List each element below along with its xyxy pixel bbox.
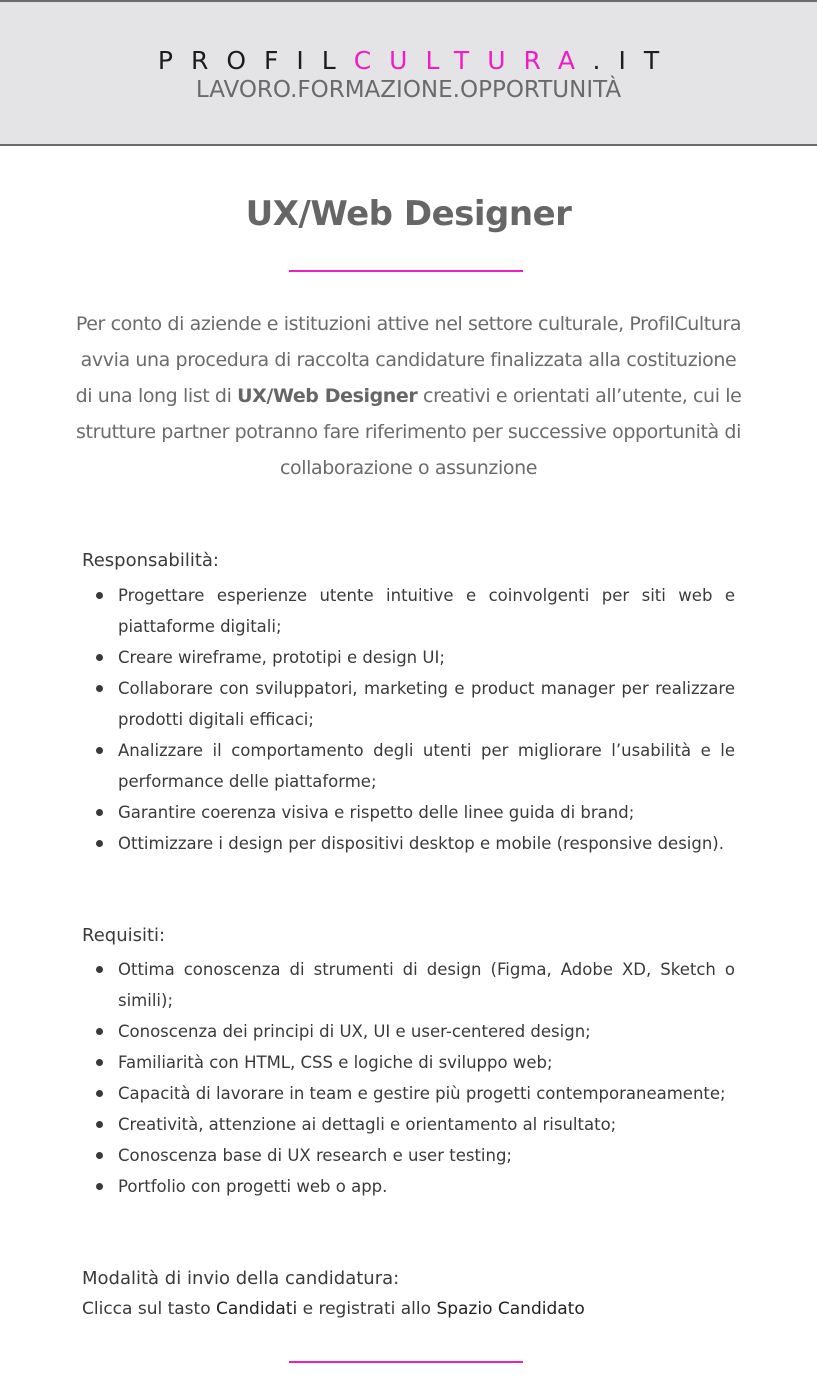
- intro-text-before: Per conto di aziende e istituzioni attive nel settore culturale, ProfilCultura avvia una procedura di raccolta candidature finalizzata alla costituzione di una long list di: [75, 313, 742, 407]
- list-item: Ottima conoscenza di strumenti di design (Figma, Adobe XD, Sketch o simili);: [82, 954, 735, 1016]
- intro-job-title: UX/Web Designer: [237, 385, 418, 407]
- list-item: Conoscenza dei principi di UX, UI e user-centered design;: [82, 1016, 735, 1047]
- site-tagline: LAVORO.FORMAZIONE.OPPORTUNITÀ: [195, 77, 622, 103]
- spazio-candidato-label: Spazio Candidato: [436, 1299, 585, 1319]
- footer-divider: [289, 1361, 523, 1363]
- bullet-icon: [96, 685, 103, 692]
- application-instructions: Clicca sul tasto Candidati e registrati allo Spazio Candidato: [82, 1299, 585, 1319]
- bullet-icon: [96, 1059, 103, 1066]
- logo-part-profil: PROFIL: [157, 46, 354, 75]
- bullet-icon: [96, 1090, 103, 1097]
- requirements-list: [82, 954, 735, 1202]
- candidati-label: Candidati: [216, 1299, 298, 1319]
- bullet-icon: [96, 966, 103, 973]
- bullet-icon: [96, 592, 103, 599]
- list-item: Portfolio con progetti web o app.: [82, 1171, 735, 1202]
- logo-part-domain: .IT: [592, 46, 678, 75]
- job-title: UX/Web Designer: [245, 194, 572, 234]
- bullet-icon: [96, 1121, 103, 1128]
- bullet-icon: [96, 654, 103, 661]
- responsibilities-list: [82, 580, 735, 859]
- list-item: Garantire coerenza visiva e rispetto delle linee guida di brand;: [82, 797, 735, 828]
- bullet-icon: [96, 1183, 103, 1190]
- title-divider: [289, 270, 523, 272]
- intro-text-after: creativi e orientati all’utente, cui le strutture partner potranno fare riferimento per successive opportunità di collaborazione o assunzione: [76, 385, 742, 479]
- bullet-icon: [96, 809, 103, 816]
- site-header: [0, 0, 817, 146]
- list-item: Analizzare il comportamento degli utenti per migliorare l’usabilità e le performance delle piattaforme;: [82, 735, 735, 797]
- list-item: Capacità di lavorare in team e gestire più progetti contemporaneamente;: [82, 1078, 735, 1109]
- list-item: Creatività, attenzione ai dettagli e orientamento al risultato;: [82, 1109, 735, 1140]
- bullet-icon: [96, 1152, 103, 1159]
- requirements-heading: Requisiti:: [82, 925, 166, 946]
- list-item: Collaborare con sviluppatori, marketing e product manager per realizzare prodotti digitali efficaci;: [82, 673, 735, 735]
- bullet-icon: [96, 1028, 103, 1035]
- site-logo[interactable]: [0, 46, 817, 75]
- application-heading: Modalità di invio della candidatura:: [82, 1268, 400, 1289]
- list-item: Ottimizzare i design per dispositivi desktop e mobile (responsive design).: [82, 828, 735, 859]
- list-item: Conoscenza base di UX research e user testing;: [82, 1140, 735, 1171]
- list-item: Familiarità con HTML, CSS e logiche di sviluppo web;: [82, 1047, 735, 1078]
- list-item: Creare wireframe, prototipi e design UI;: [82, 642, 735, 673]
- bullet-icon: [96, 747, 103, 754]
- responsibilities-heading: Responsabilità:: [82, 550, 219, 571]
- logo-part-cultura: CULTURA: [353, 46, 593, 75]
- bullet-icon: [96, 840, 103, 847]
- list-item: Progettare esperienze utente intuitive e coinvolgenti per siti web e piattaforme digitali;: [82, 580, 735, 642]
- job-intro: [70, 306, 747, 486]
